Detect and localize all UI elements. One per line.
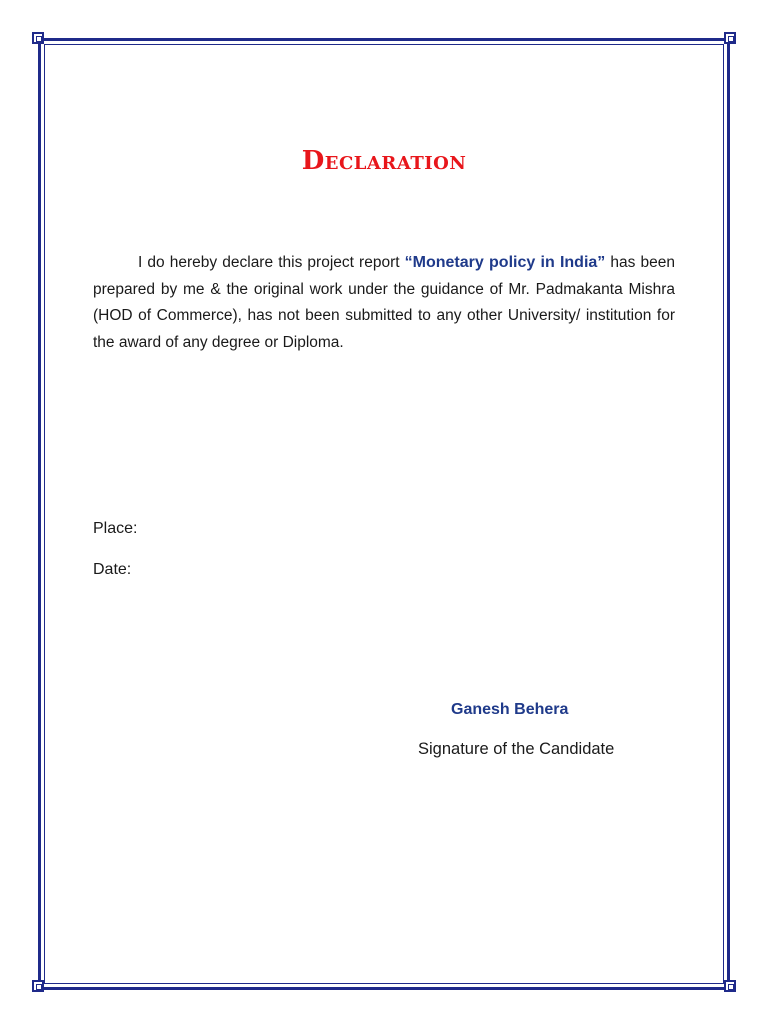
signature-label: Signature of the Candidate xyxy=(418,740,615,758)
declaration-body: has been prepared by me & the original work under the guidance of Mr. Padmakanta Mishra (HOD of Commerce), has not been submitted to any other University/ institution for the award of any degree or Diploma. xyxy=(93,254,675,351)
page-title: Declaration xyxy=(301,146,467,176)
border-corner-ornament xyxy=(724,980,736,992)
declaration-intro: I do hereby declare this project report xyxy=(138,254,405,271)
date-label: Date: xyxy=(93,561,132,578)
declaration-paragraph xyxy=(93,250,675,356)
project-title: “Monetary policy in India” xyxy=(404,254,606,271)
place-label: Place: xyxy=(93,520,138,537)
border-corner-ornament xyxy=(32,32,44,44)
border-corner-ornament xyxy=(724,32,736,44)
candidate-name: Ganesh Behera xyxy=(451,701,569,718)
border-corner-ornament xyxy=(32,980,44,992)
page-border-inner xyxy=(44,44,724,984)
